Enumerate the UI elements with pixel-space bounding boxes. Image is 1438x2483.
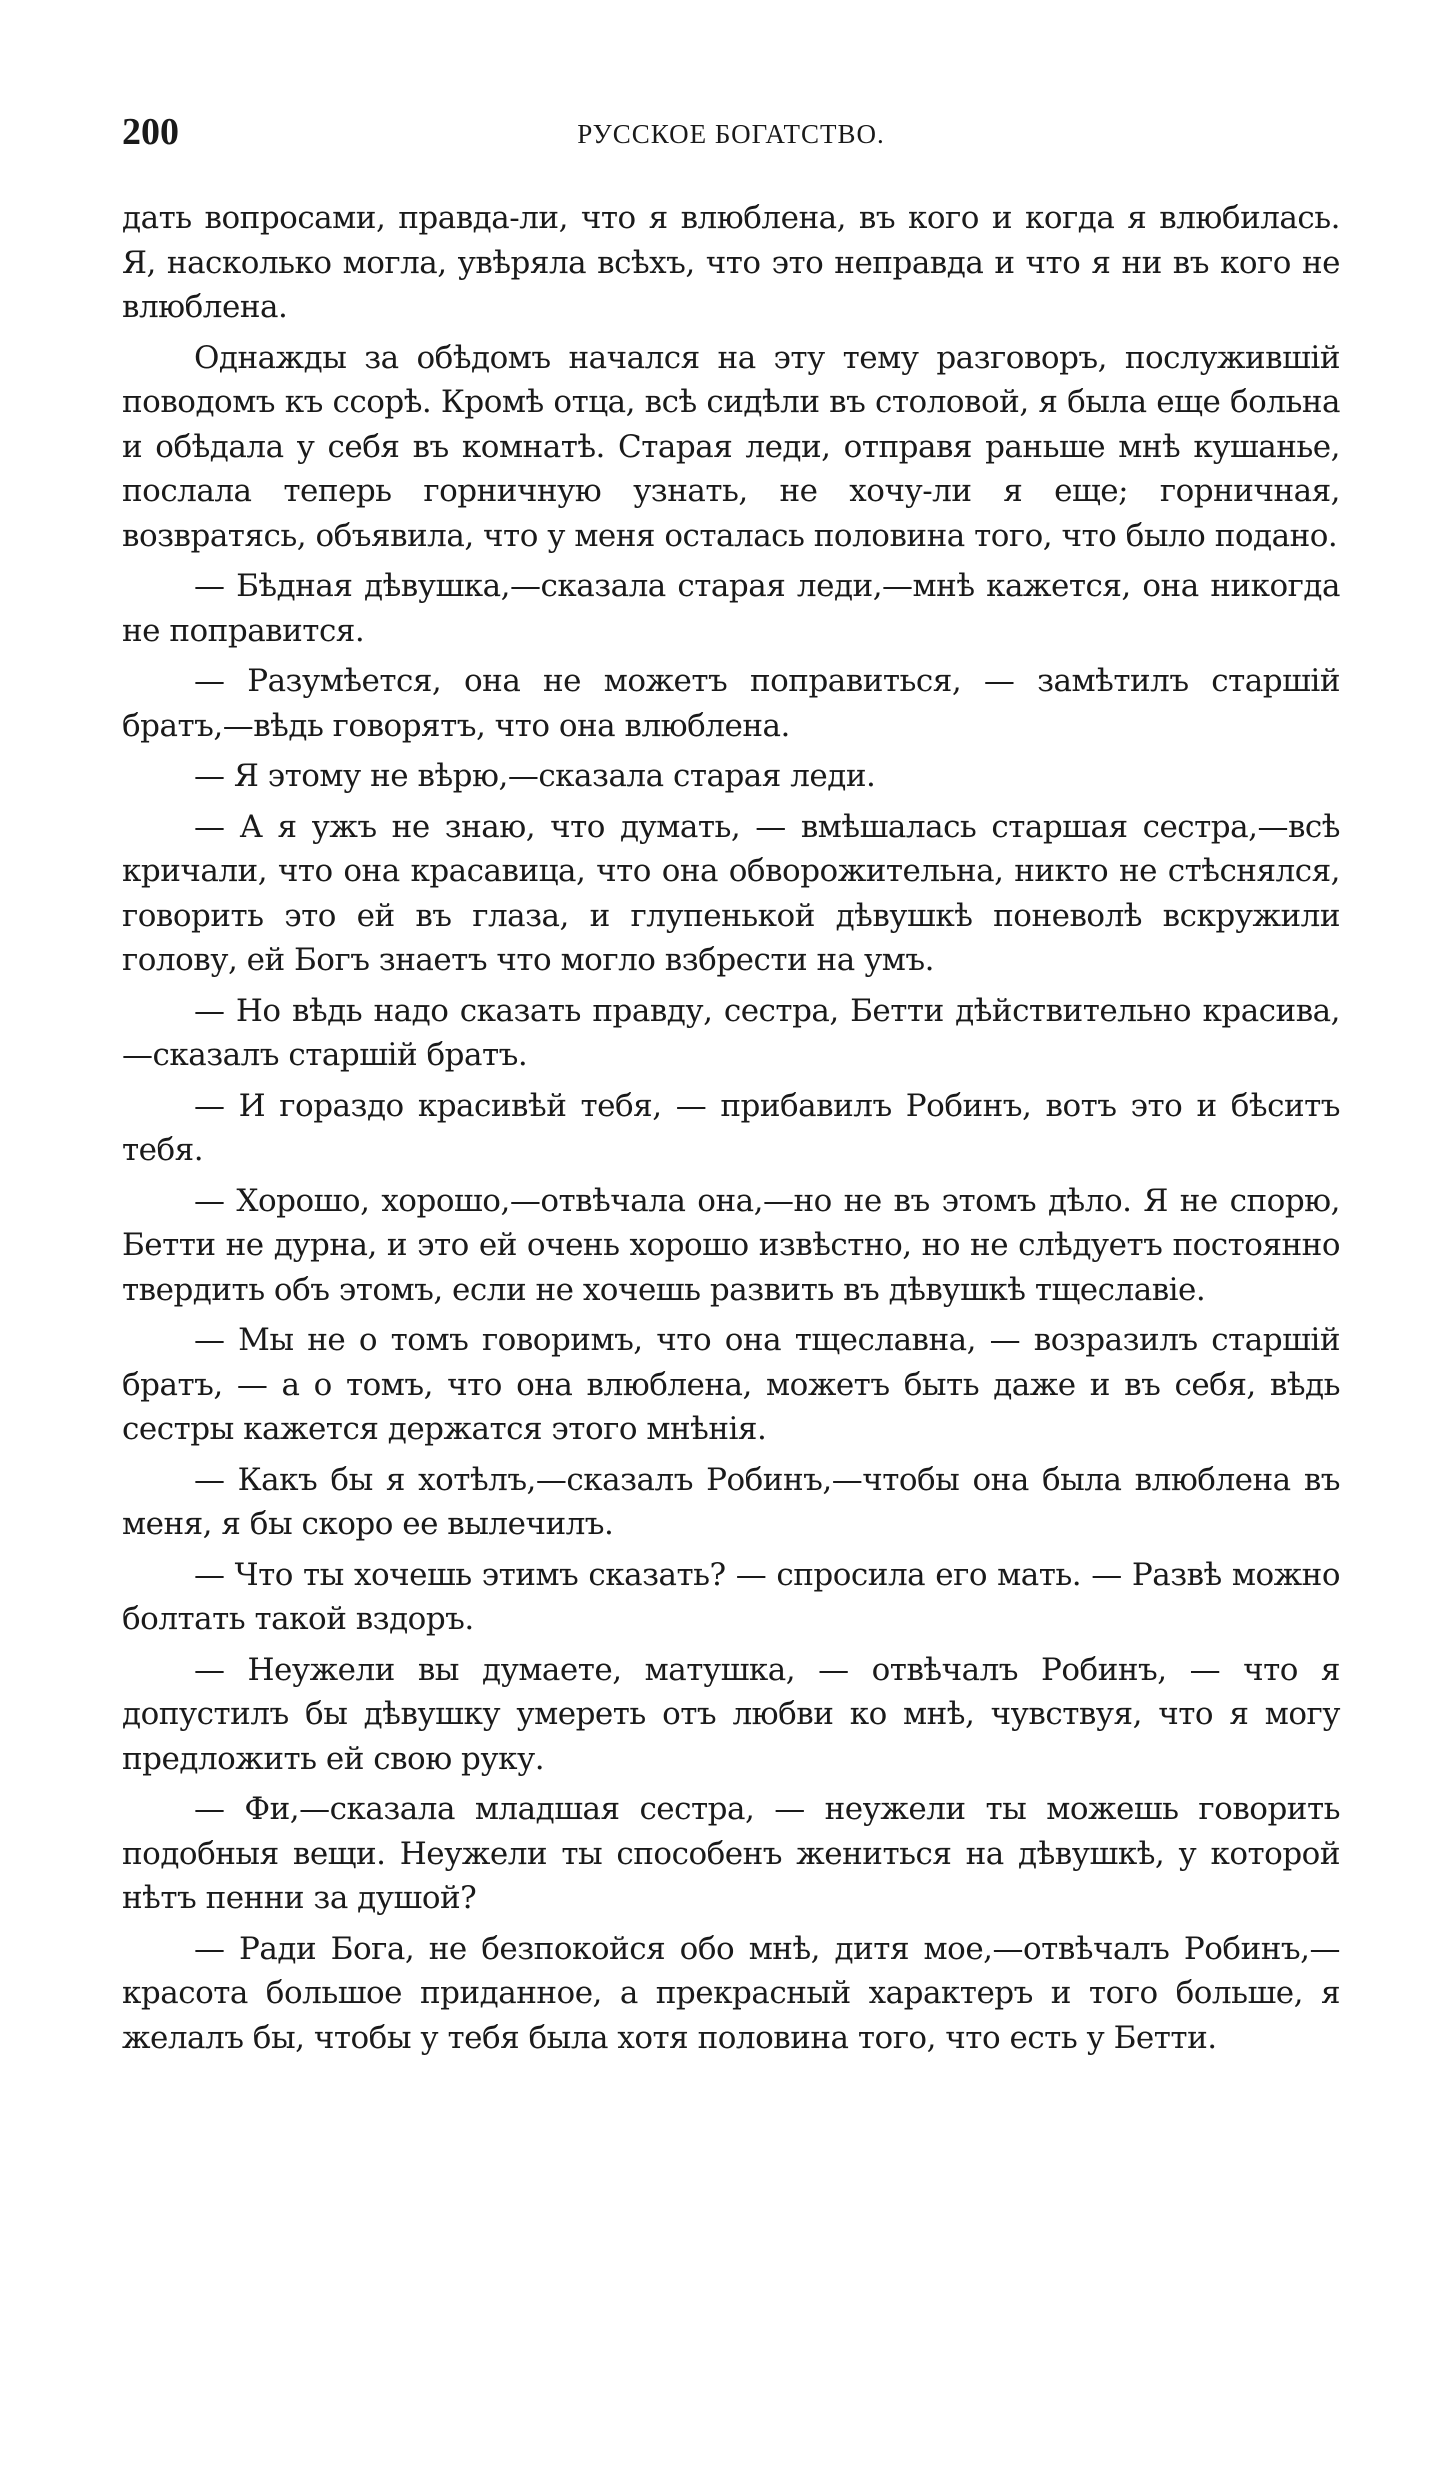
- paragraph: — Фи,—сказала младшая сестра, — неужели ты можешь говорить подобныя вещи. Неужели ты способенъ жениться на дѣвушкѣ, у которой нѣтъ пенни за душой?: [122, 1791, 1340, 1916]
- paragraph: — А я ужъ не знаю, что думать, — вмѣшалась старшая сестра,—всѣ кричали, что она красавица, что она обворожительна, никто не стѣснялся, говорить это ей въ глаза, и глупенькой дѣвушкѣ поневолѣ вскружили голову, ей Богъ знаетъ что могло взбрести на умъ.: [122, 808, 1340, 978]
- page-number: 200: [122, 111, 179, 153]
- paragraph: Однажды за обѣдомъ начался на эту тему разговоръ, послужившій поводомъ къ ссорѣ. Кромѣ отца, всѣ сидѣли въ столовой, я была еще больна и обѣдала у себя въ комнатѣ. Старая леди, отправя раньше мнѣ кушанье, послала теперь горничную узнать, не хочу-ли я еще; горничная, возвратясь, объявила, что у меня осталась половина того, что было подано.: [122, 339, 1340, 554]
- paragraph: — Я этому не вѣрю,—сказала старая леди.: [194, 758, 876, 794]
- paragraph: — Неужели вы думаете, матушка, — отвѣчалъ Робинъ, — что я допустилъ бы дѣвушку умереть отъ любви ко мнѣ, чувствуя, что я могу предложить ей свою руку.: [122, 1651, 1340, 1777]
- paragraph: — Хорошо, хорошо,—отвѣчала она,—но не въ этомъ дѣло. Я не спорю, Бетти не дурна, и это ей очень хорошо извѣстно, но не слѣдуетъ постоянно твердить объ этомъ, если не хочешь развить въ дѣвушкѣ тщеславіе.: [122, 1182, 1340, 1308]
- paragraph: — Ради Бога, не безпокойся обо мнѣ, дитя мое,—отвѣчалъ Робинъ,—красота большое приданное, а прекрасный характеръ и того больше, я желалъ бы, чтобы у тебя была хотя половина того, что есть у Бетти.: [122, 1930, 1340, 2056]
- paragraph: — Разумѣется, она не можетъ поправиться, — замѣтилъ старшій братъ,—вѣдь говорятъ, что она влюблена.: [122, 663, 1340, 744]
- paragraph: — Какъ бы я хотѣлъ,—сказалъ Робинъ,—чтобы она была влюблена въ меня, я бы скоро ее вылечилъ.: [122, 1461, 1340, 1542]
- paragraph: — И гораздо красивѣй тебя, — прибавилъ Робинъ, вотъ это и бѣситъ тебя.: [122, 1087, 1340, 1168]
- book-page: [122, 108, 1340, 2066]
- running-head: [122, 108, 1340, 156]
- paragraph: дать вопросами, правда-ли, что я влюблена, въ кого и когда я влюбилась. Я, насколько могла, увѣряла всѣхъ, что это неправда и что я ни въ кого не влюблена.: [122, 200, 1340, 325]
- paragraph: — Что ты хочешь этимъ сказать? — спросила его мать. — Развѣ можно болтать такой вздоръ.: [122, 1556, 1340, 1637]
- journal-title: РУССКОЕ БОГАТСТВО.: [577, 119, 885, 149]
- body-text: [122, 196, 1340, 2060]
- paragraph: — Бѣдная дѣвушка,—сказала старая леди,—мнѣ кажется, она никогда не поправится.: [122, 568, 1340, 649]
- paragraph: — Но вѣдь надо сказать правду, сестра, Бетти дѣйствительно красива,—сказалъ старшій братъ.: [122, 992, 1340, 1073]
- paragraph: — Мы не о томъ говоримъ, что она тщеславна, — возразилъ старшій братъ, — а о томъ, что она влюблена, можетъ быть даже и въ себя, вѣдь сестры кажется держатся этого мнѣнія.: [122, 1322, 1340, 1447]
